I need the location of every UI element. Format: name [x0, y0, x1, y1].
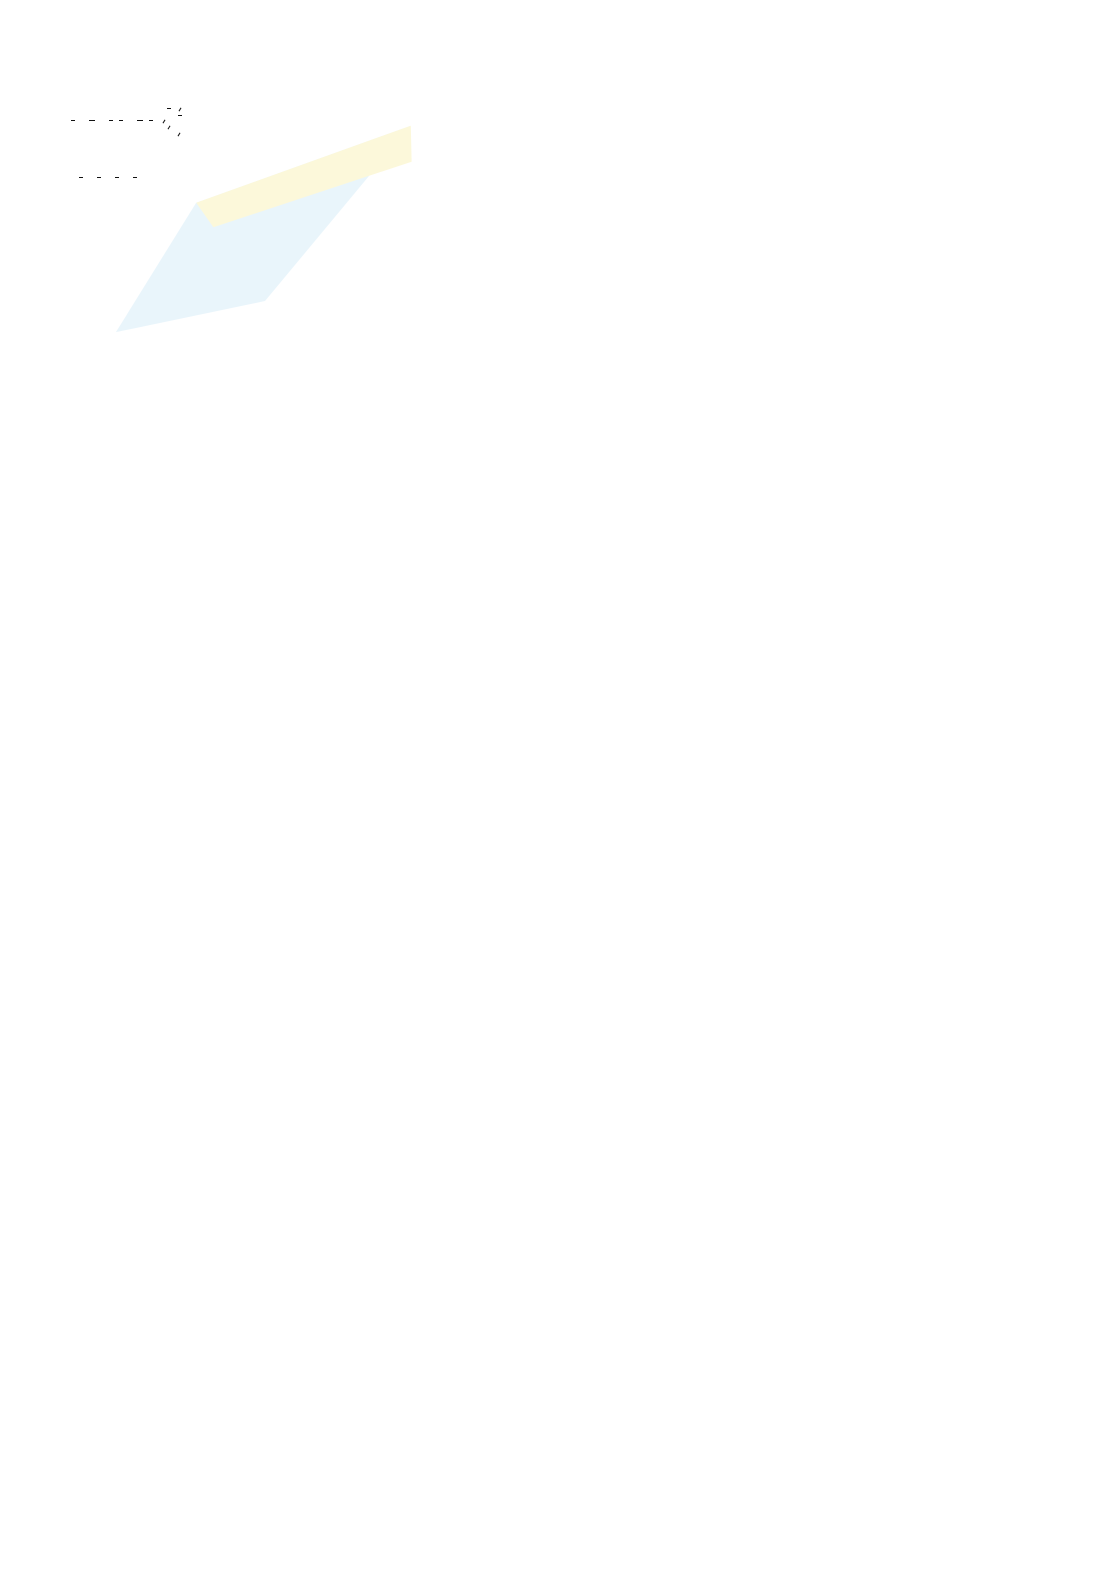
- document-body: [68, 85, 538, 243]
- fraction-expression: [68, 91, 538, 243]
